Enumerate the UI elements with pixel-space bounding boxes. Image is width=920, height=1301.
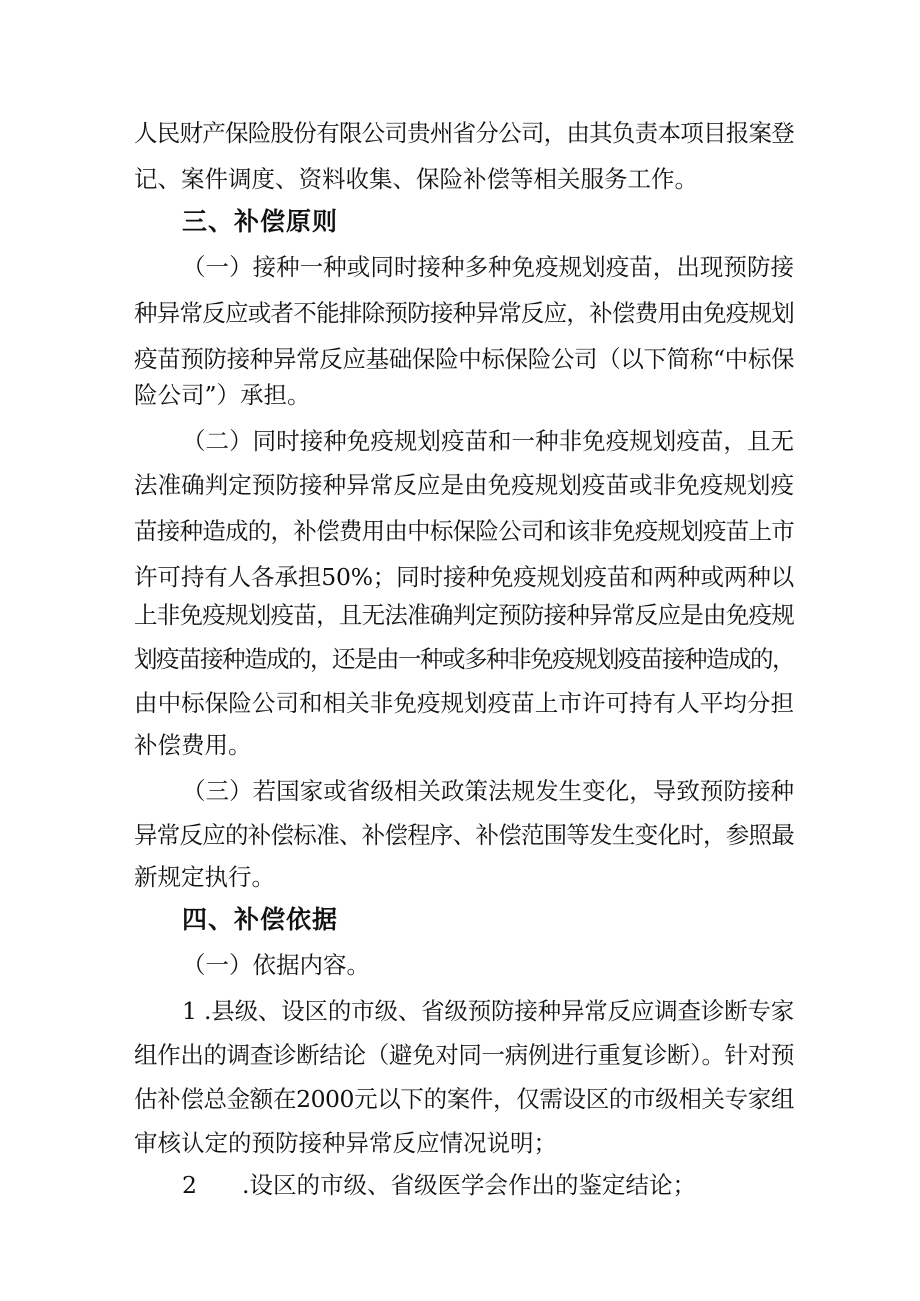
paragraph-line: 新规定执行。 (134, 863, 275, 891)
paragraph-line: 记、案件调度、资料收集、保险补偿等相关服务工作。 (134, 165, 698, 193)
paragraph-line: 上非免疫规划疫苗，且无法准确判定预防接种异常反应是由免疫规 (134, 601, 794, 629)
paragraph-line: 苗接种造成的，补偿费用由中标保险公司和该非免疫规划疫苗上市 (134, 517, 794, 545)
list-item-text: .设区的市级、省级医学会作出的鉴定结论； (242, 1171, 696, 1199)
paragraph-line: （三）若国家或省级相关政策法规发生变化，导致预防接种 (182, 777, 794, 805)
paragraph-line: 组作出的调查诊断结论（避免对同一病例进行重复诊断）。针对预 (134, 1041, 794, 1069)
paragraph-line: 估补偿总金额在2000元以下的案件，仅需设区的市级相关专家组 (134, 1085, 794, 1113)
section-heading: 四、补偿依据 (182, 905, 339, 934)
paragraph-line: 疫苗预防接种异常反应基础保险中标保险公司（以下简称“中标保 (134, 345, 794, 373)
paragraph-line: 补偿费用。 (134, 731, 252, 759)
paragraph-line: 法准确判定预防接种异常反应是由免疫规划疫苗或非免疫规划疫 (134, 471, 794, 499)
paragraph-line: 划疫苗接种造成的，还是由一种或多种非免疫规划疫苗接种造成的， (134, 645, 794, 673)
paragraph-line: （一）接种一种或同时接种多种免疫规划疫苗，出现预防接 (182, 253, 794, 281)
paragraph-line: 许可持有人各承担50%；同时接种免疫规划疫苗和两种或两种以 (134, 563, 794, 591)
paragraph-line: 种异常反应或者不能排除预防接种异常反应，补偿费用由免疫规划 (134, 299, 794, 327)
paragraph-line: （二）同时接种免疫规划疫苗和一种非免疫规划疫苗，且无 (182, 427, 794, 455)
subsection-label: （一）依据内容。 (182, 951, 370, 979)
paragraph-line: 人民财产保险股份有限公司贵州省分公司，由其负责本项目报案登 (134, 119, 794, 147)
list-item-number: 2 (182, 1171, 197, 1199)
paragraph-line: 审核认定的预防接种异常反应情况说明； (134, 1129, 557, 1157)
paragraph-line: 险公司”）承担。 (134, 381, 311, 409)
list-item (182, 1170, 794, 1200)
paragraph-line: 由中标保险公司和相关非免疫规划疫苗上市许可持有人平均分担 (134, 689, 794, 717)
paragraph-line: 异常反应的补偿标准、补偿程序、补偿范围等发生变化时，参照最 (134, 821, 794, 849)
section-heading: 三、补偿原则 (182, 207, 339, 236)
paragraph-line: 1 .县级、设区的市级、省级预防接种异常反应调查诊断专家 (182, 997, 794, 1025)
